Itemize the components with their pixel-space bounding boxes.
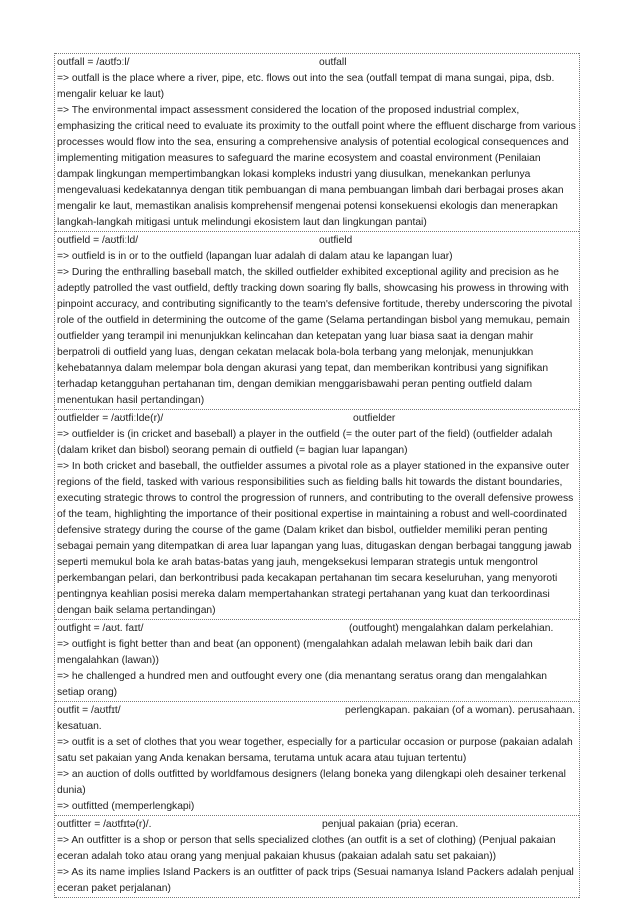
- entry-header: [57, 233, 577, 249]
- entry-example: => outfitted (memperlengkapi): [57, 801, 195, 812]
- entry-outfielder: [55, 409, 579, 619]
- entry-header: [57, 621, 577, 637]
- entry-pronunciation: outfielder = /aʊtfiːlde(r)/: [57, 413, 164, 424]
- entry-example: => an auction of dolls outfitted by worldfamous designers (lelang boneka yang dilengkapi oleh desainer terkenal dunia): [57, 769, 566, 796]
- entry-outfitter: [55, 815, 579, 898]
- entry-gloss: outfall: [319, 57, 347, 68]
- entry-pronunciation: outfit = /aʊtfɪt/: [57, 705, 121, 716]
- entry-example: => As its name implies Island Packers is an outfitter of pack trips (Sesuai namanya Island Packers adalah penjual eceran paket perjalanan): [57, 867, 574, 894]
- entry-example: => he challenged a hundred men and outfought every one (dia menantang seratus orang dan mengalahkan setiap orang): [57, 671, 548, 698]
- entry-definition: => outfall is the place where a river, pipe, etc. flows out into the sea (outfall tempat di mana sungai, pipa, dsb. mengalir keluar ke laut): [57, 73, 555, 100]
- dictionary-page: [54, 53, 580, 898]
- entry-example: => During the enthralling baseball match, the skilled outfielder exhibited exceptional agility and precision as he adeptly patrolled the vast outfield, deftly tracking down soaring fly balls, showcasing his prowess in throwing with pinpoint accuracy, and contributing significantly to the team's defensive fortitude, thereby underscoring the pivotal role of the outfield in determining the outcome of the game (Selama pertandingan bisbol yang memukau, pemain outfielder yang terampil ini menunjukkan kelincahan dan ketepatan yang luar biasa saat ia dengan mahir berpatroli di outfield yang luas, dengan cekatan melacak bola-bola terbang yang melonjak, menunjukkan kehebatannya dalam melempar bola dengan akurasi yang tepat, dan memberikan kontribusi yang signifikan terhadap ketangguhan pertahanan tim, dengan demikian menggarisbawahi peran penting outfield dalam menentukan hasil pertandingan): [57, 267, 573, 406]
- entry-definition: => outfielder is (in cricket and baseball) a player in the outfield (= the outer part of the field) (outfielder adalah (dalam kriket dan bisbol) seorang pemain di outfield (= bagian luar lapangan): [57, 429, 553, 456]
- entry-header: [57, 703, 577, 719]
- entry-gloss-continued: kesatuan.: [57, 721, 102, 732]
- entry-pronunciation: outfield = /aʊtfiːld/: [57, 235, 139, 246]
- entry-definition: => An outfitter is a shop or person that sells specialized clothes (an outfit is a set of clothing) (Penjual pakaian eceran adalah toko atau orang yang menjual pakaian khusus (pakaian adalah satu set pakaian)): [57, 835, 556, 862]
- entry-outfield: [55, 231, 579, 409]
- entry-gloss: perlengkapan. pakaian (of a woman). perusahaan.: [345, 705, 576, 716]
- entry-example: => In both cricket and baseball, the outfielder assumes a pivotal role as a player stationed in the expansive outer regions of the field, tasked with various responsibilities such as fielding balls hit towards the distant boundaries, executing strategic throws to control the progression of runners, and contributing to the overall defensive prowess of the team, highlighting the importance of their positional expertise in maintaining a robust and well-coordinated defensive strategy during the course of the game (Dalam kriket dan bisbol, outfielder memiliki peran penting sebagai pemain yang ditempatkan di area luar lapangan yang luas, ditugaskan dengan berbagai tanggung jawab seperti memukul bola ke arah batas-batas yang jauh, mengeksekusi lemparan strategis untuk mengontrol perkembangan pelari, dan berkontribusi pada kecakapan pertahanan tim secara keseluruhan, yang menyoroti pentingnya keahlian posisi mereka dalam mempertahankan strategi pertahanan yang kuat dan terkoordinasi dengan baik selama pertandingan): [57, 461, 574, 616]
- entry-gloss: outfielder: [353, 413, 396, 424]
- entry-definition: => outfight is fight better than and beat (an opponent) (mengalahkan adalah melawan lebih baik dari dan mengalahkan (lawan)): [57, 639, 533, 666]
- entry-example: => The environmental impact assessment considered the location of the proposed industrial complex, emphasizing the critical need to evaluate its proximity to the outfall point where the effluent discharge from various processes would flow into the sea, ensuring a comprehensive analysis of potential ecological consequences and implementing mitigation measures to safeguard the marine ecosystem and coastal environment (Penilaian dampak lingkungan mempertimbangkan lokasi kompleks industri yang diusulkan, menekankan perlunya mengevaluasi kedekatannya dengan titik pembuangan di mana pembuangan limbah dari berbagai proses akan mengalir ke laut, memastikan analisis komprehensif mengenai potensi konsekuensi ekologis dan menerapkan langkah-langkah mitigasi untuk melindungi ekosistem laut dan lingkungan pantai): [57, 105, 576, 228]
- entry-definition: => outfit is a set of clothes that you wear together, especially for a particular occasion or purpose (pakaian adalah satu set pakaian yang Anda kenakan bersama, terutama untuk acara atau tujuan tertentu): [57, 737, 573, 764]
- entry-outfall: [55, 53, 579, 231]
- entry-gloss: (outfought) mengalahkan dalam perkelahian.: [349, 623, 554, 634]
- entry-header: [57, 411, 577, 427]
- entry-header: [57, 817, 577, 833]
- entry-outfight: [55, 619, 579, 701]
- entry-header: [57, 55, 577, 71]
- entry-pronunciation: outfall = /aʊtfɔːl/: [57, 57, 130, 68]
- entry-definition: => outfield is in or to the outfield (lapangan luar adalah di dalam atau ke lapangan luar): [57, 251, 453, 262]
- entry-pronunciation: outfight = /aʊt. faɪt/: [57, 623, 144, 634]
- entry-gloss: penjual pakaian (pria) eceran.: [322, 819, 459, 830]
- entry-gloss: outfield: [319, 235, 353, 246]
- entry-outfit: [55, 701, 579, 815]
- entry-pronunciation: outfitter = /aʊtfɪtə(r)/.: [57, 819, 152, 830]
